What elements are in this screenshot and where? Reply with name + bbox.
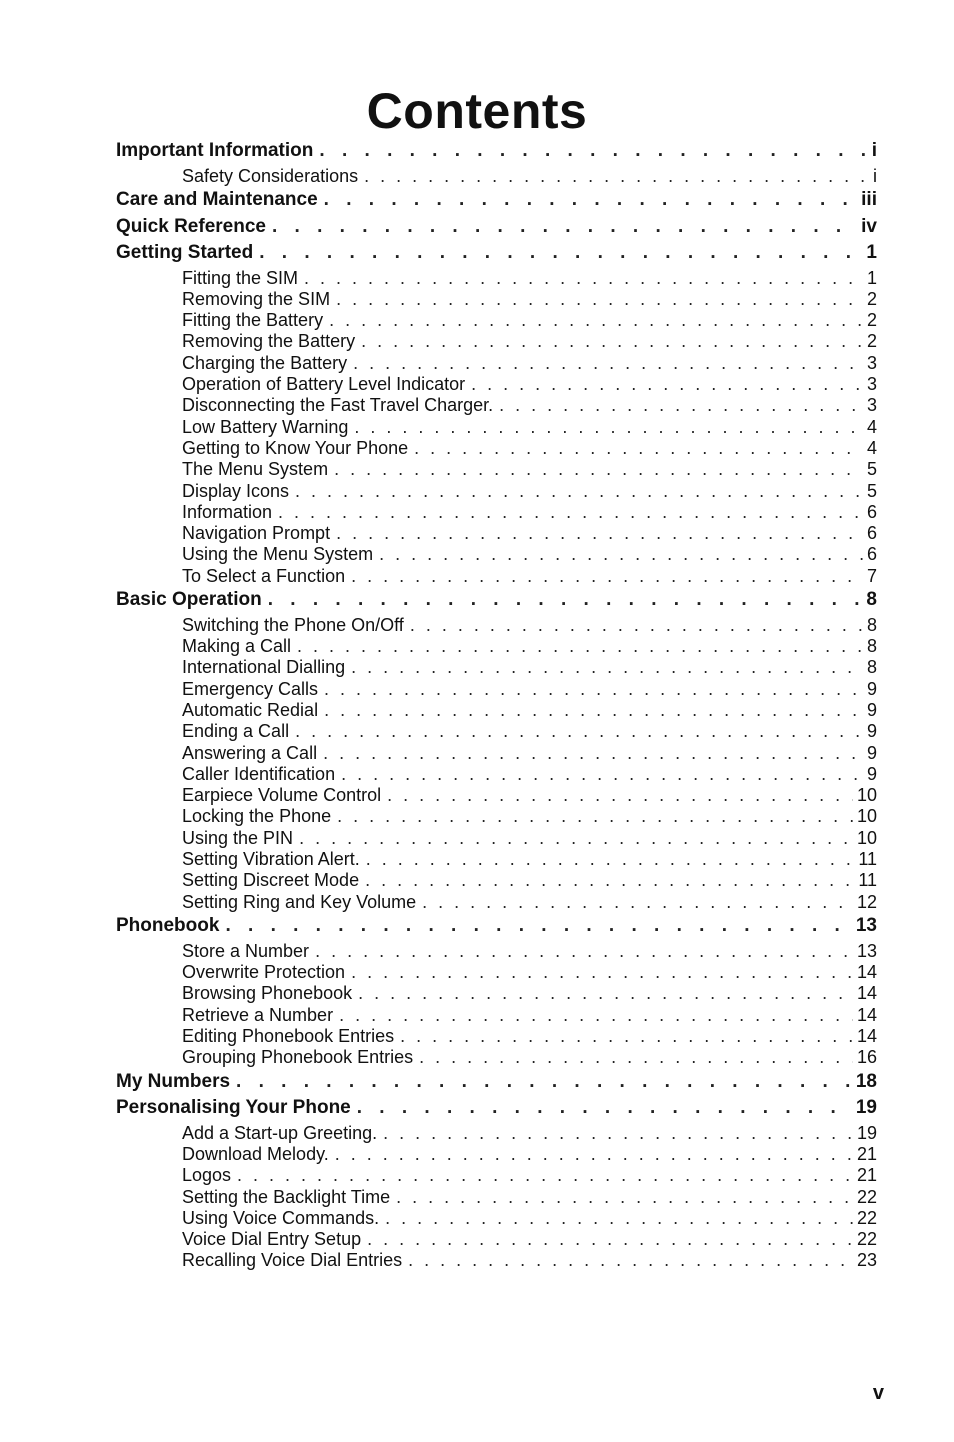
toc-leader-dots <box>335 1144 853 1164</box>
toc-leader-dots <box>410 615 863 635</box>
toc-entry-title: Charging the Battery <box>182 352 348 373</box>
toc-leader-dots <box>225 915 851 935</box>
toc-entry-page: 7 <box>866 565 877 586</box>
toc-section-entry[interactable] <box>182 849 877 869</box>
toc-entry-page: 10 <box>856 806 877 827</box>
toc-entry-page: 18 <box>855 1070 877 1091</box>
toc-section-entry[interactable] <box>182 289 877 309</box>
toc-section-entry[interactable] <box>182 417 877 437</box>
toc-leader-dots <box>353 353 863 373</box>
toc-leader-dots <box>339 1005 853 1025</box>
toc-section-entry[interactable] <box>182 395 877 415</box>
toc-entry-title: Information <box>182 501 273 522</box>
toc-section-entry[interactable] <box>182 806 877 826</box>
toc-leader-dots <box>351 657 863 677</box>
toc-section-entry[interactable] <box>182 828 877 848</box>
toc-entry-title: Grouping Phonebook Entries <box>182 1047 414 1068</box>
toc-section-entry[interactable] <box>182 481 877 501</box>
toc-section-entry[interactable] <box>182 1250 877 1270</box>
toc-leader-dots <box>364 166 869 186</box>
toc-entry-title: Navigation Prompt <box>182 523 331 544</box>
toc-entry-page: 4 <box>866 437 877 458</box>
toc-chapter-entry[interactable] <box>116 216 877 236</box>
toc-entry-title: Emergency Calls <box>182 678 319 699</box>
toc-entry-title: Add a Start-up Greeting. <box>182 1122 378 1143</box>
toc-leader-dots <box>414 438 863 458</box>
toc-chapter-entry[interactable] <box>116 589 877 609</box>
page-title: Contents <box>366 83 588 139</box>
toc-entry-page: 23 <box>856 1250 877 1271</box>
toc-entry-title: Locking the Phone <box>182 806 332 827</box>
toc-section-entry[interactable] <box>182 502 877 522</box>
toc-section-entry[interactable] <box>182 1229 877 1249</box>
toc-leader-dots <box>499 395 863 415</box>
toc-entry-page: 10 <box>856 785 877 806</box>
toc-leader-dots <box>357 1097 852 1117</box>
toc-entry-page: 4 <box>866 416 877 437</box>
toc-entry-page: 19 <box>855 1097 877 1118</box>
toc-leader-dots <box>278 502 863 522</box>
toc-chapter-entry[interactable] <box>116 140 877 160</box>
toc-leader-dots <box>361 331 863 351</box>
toc-section-entry[interactable] <box>182 983 877 1003</box>
toc-leader-dots <box>268 589 863 609</box>
toc-section-entry[interactable] <box>182 374 877 394</box>
toc-section-entry[interactable] <box>182 636 877 656</box>
toc-leader-dots <box>324 700 863 720</box>
toc-entry-page: 21 <box>856 1143 877 1164</box>
toc-entry-title: Disconnecting the Fast Travel Charger. <box>182 395 494 416</box>
toc-leader-dots <box>324 189 857 209</box>
toc-leader-dots <box>295 721 863 741</box>
toc-entry-title: Store a Number <box>182 940 310 961</box>
toc-entry-page: 3 <box>866 395 877 416</box>
toc-entry-page: i <box>873 165 877 186</box>
toc-entry-page: 9 <box>866 699 877 720</box>
toc-leader-dots <box>297 636 863 656</box>
toc-section-entry[interactable] <box>182 1165 877 1185</box>
toc-section-entry[interactable] <box>182 764 877 784</box>
toc-leader-dots <box>471 374 863 394</box>
toc-entry-title: Voice Dial Entry Setup <box>182 1229 362 1250</box>
toc-entry-page: 14 <box>856 961 877 982</box>
toc-entry-title: Logos <box>182 1165 232 1186</box>
toc-entry-title: Automatic Redial <box>182 699 319 720</box>
toc-chapter-entry[interactable] <box>116 1071 877 1091</box>
toc-section-entry[interactable] <box>182 331 877 351</box>
toc-section-entry[interactable] <box>182 1187 877 1207</box>
toc-entry-title: Setting Discreet Mode <box>182 870 360 891</box>
toc-leader-dots <box>358 983 853 1003</box>
toc-entry-title: International Dialling <box>182 657 346 678</box>
toc-leader-dots <box>323 743 863 763</box>
toc-leader-dots <box>299 828 853 848</box>
toc-leader-dots <box>336 523 863 543</box>
toc-section-entry[interactable] <box>182 743 877 763</box>
toc-section-entry[interactable] <box>182 870 877 890</box>
toc-leader-dots <box>334 459 863 479</box>
toc-leader-dots <box>351 962 853 982</box>
toc-leader-dots <box>385 1208 853 1228</box>
toc-leader-dots <box>304 268 863 288</box>
toc-entry-page: 2 <box>866 310 877 331</box>
toc-entry-page: 6 <box>866 523 877 544</box>
toc-entry-title: Answering a Call <box>182 742 318 763</box>
toc-section-entry[interactable] <box>182 438 877 458</box>
toc-leader-dots <box>259 242 862 262</box>
toc-entry-page: 13 <box>855 915 877 936</box>
toc-entry-title: Operation of Battery Level Indicator <box>182 374 466 394</box>
toc-section-entry[interactable] <box>182 1026 877 1046</box>
toc-leader-dots <box>354 417 863 437</box>
toc-leader-dots <box>365 870 854 890</box>
toc-section-entry[interactable] <box>182 657 877 677</box>
toc-entry-title: Setting the Backlight Time <box>182 1186 391 1207</box>
toc-entry-title: Setting Ring and Key Volume <box>182 891 417 912</box>
toc-entry-page: 14 <box>856 1025 877 1046</box>
toc-entry-page: 14 <box>856 983 877 1004</box>
toc-leader-dots <box>367 1229 853 1249</box>
toc-section-entry[interactable] <box>182 1208 877 1228</box>
toc-chapter-entry[interactable] <box>116 1097 877 1117</box>
toc-entry-page: 8 <box>866 614 877 635</box>
toc-section-entry[interactable] <box>182 785 877 805</box>
toc-leader-dots <box>400 1026 853 1046</box>
toc-section-entry[interactable] <box>182 523 877 543</box>
toc-entry-page: 1 <box>866 267 877 288</box>
toc-section-entry[interactable] <box>182 1005 877 1025</box>
toc-entry-page: 19 <box>856 1122 877 1143</box>
toc-entry-title: Fitting the Battery <box>182 310 324 331</box>
toc-leader-dots <box>419 1047 853 1067</box>
toc-entry-page: 16 <box>856 1047 877 1068</box>
toc-entry-page: 13 <box>856 940 877 961</box>
toc-entry-page: i <box>871 140 877 160</box>
toc-leader-dots <box>341 764 863 784</box>
toc-leader-dots <box>315 941 853 961</box>
toc-section-entry[interactable] <box>182 1123 877 1143</box>
toc-leader-dots <box>319 140 867 160</box>
toc-leader-dots <box>366 849 855 869</box>
toc-entry-page: 14 <box>856 1004 877 1025</box>
toc-entry-title: Display Icons <box>182 480 290 501</box>
toc-entry-page: 5 <box>866 480 877 501</box>
toc-leader-dots <box>422 892 853 912</box>
toc-section-entry[interactable] <box>182 353 877 373</box>
toc-entry-page: 22 <box>856 1207 877 1228</box>
toc-section-entry[interactable] <box>182 544 877 564</box>
toc-section-entry[interactable] <box>182 459 877 479</box>
toc-section-entry[interactable] <box>182 962 877 982</box>
toc-entry-page: 9 <box>866 721 877 742</box>
toc-leader-dots <box>324 679 863 699</box>
toc-entry-page: 22 <box>856 1229 877 1250</box>
toc-entry-title: Low Battery Warning <box>182 416 349 437</box>
toc-section-entry[interactable] <box>182 700 877 720</box>
toc-entry-title: Using the PIN <box>182 827 294 848</box>
toc-leader-dots <box>396 1187 853 1207</box>
toc-entry-title: Editing Phonebook Entries <box>182 1025 395 1046</box>
toc-entry-title: Removing the SIM <box>182 288 331 309</box>
toc-entry-title: Getting to Know Your Phone <box>182 437 409 458</box>
toc-entry-page: 9 <box>866 742 877 763</box>
toc-chapter-entry[interactable] <box>116 915 877 935</box>
toc-entry-title: Using Voice Commands. <box>182 1207 380 1228</box>
toc-entry-title: Download Melody. <box>182 1143 329 1164</box>
toc-section-entry[interactable] <box>182 566 877 586</box>
toc-entry-page: 12 <box>856 891 877 912</box>
toc-section-entry[interactable] <box>182 166 877 186</box>
toc-entry-title: To Select a Function <box>182 565 346 586</box>
toc-leader-dots <box>408 1250 853 1270</box>
toc-section-entry[interactable] <box>182 310 877 330</box>
toc-entry-title: The Menu System <box>182 459 329 480</box>
toc-leader-dots <box>387 785 853 805</box>
toc-section-entry[interactable] <box>182 721 877 741</box>
toc-entry-page: 22 <box>856 1186 877 1207</box>
toc-entry-page: 8 <box>866 657 877 678</box>
toc-entry-title: Removing the Battery <box>182 331 356 352</box>
toc-entry-title: Browsing Phonebook <box>182 983 353 1004</box>
toc-leader-dots <box>237 1165 853 1185</box>
toc-leader-dots <box>236 1071 852 1091</box>
toc-entry-page: 11 <box>858 849 877 869</box>
toc-entry-title: Setting Vibration Alert. <box>182 849 360 869</box>
toc-entry-title: Safety Considerations <box>182 165 359 186</box>
toc-entry-title: Basic Operation <box>116 589 262 610</box>
toc-section-entry[interactable] <box>182 679 877 699</box>
toc-leader-dots <box>329 310 863 330</box>
toc-leader-dots <box>272 216 857 236</box>
toc-entry-page: 9 <box>866 678 877 699</box>
toc-section-entry[interactable] <box>182 1047 877 1067</box>
toc-entry-title: Getting Started <box>116 242 254 262</box>
toc-entry-title: Phonebook <box>116 915 220 936</box>
toc-entry-page: 1 <box>866 242 877 262</box>
toc-entry-page: 2 <box>866 331 877 352</box>
toc-entry-page: 3 <box>866 374 877 394</box>
toc-chapter-entry[interactable] <box>116 189 877 209</box>
toc-entry-title: Overwrite Protection <box>182 961 346 982</box>
toc-entry-title: Switching the Phone On/Off <box>182 614 404 635</box>
toc-entry-title: Caller Identification <box>182 763 336 784</box>
page-number: v <box>872 1382 884 1404</box>
toc-entry-title: Using the Menu System <box>182 544 374 565</box>
toc-section-entry[interactable] <box>182 892 877 912</box>
toc-entry-page: 9 <box>866 763 877 784</box>
toc-leader-dots <box>351 566 863 586</box>
toc-leader-dots <box>337 806 853 826</box>
toc-entry-page: 8 <box>866 636 877 656</box>
toc-section-entry[interactable] <box>182 268 877 288</box>
toc-entry-title: Making a Call <box>182 636 292 656</box>
toc-leader-dots <box>295 481 863 501</box>
toc-entry-page: iii <box>861 189 877 209</box>
toc-entry-page: iv <box>861 215 877 236</box>
toc-entry-page: 5 <box>866 459 877 480</box>
toc-entry-page: 21 <box>856 1165 877 1186</box>
toc-section-entry[interactable] <box>182 1144 877 1164</box>
toc-leader-dots <box>379 544 863 564</box>
toc-entry-page: 6 <box>866 544 877 565</box>
toc-leader-dots <box>383 1123 853 1143</box>
toc-entry-title: Ending a Call <box>182 721 290 742</box>
toc-entry-title: Fitting the SIM <box>182 267 299 288</box>
toc-entry-page: 11 <box>858 870 877 891</box>
toc-entry-title: Care and Maintenance <box>116 189 318 209</box>
toc-entry-title: Important Information <box>116 140 314 160</box>
toc-entry-title: Retrieve a Number <box>182 1004 334 1025</box>
toc-section-entry[interactable] <box>182 615 877 635</box>
toc-entry-page: 2 <box>866 288 877 309</box>
toc-entry-title: Earpiece Volume Control <box>182 785 382 806</box>
toc-entry-page: 6 <box>866 501 877 522</box>
toc-chapter-entry[interactable] <box>116 242 877 262</box>
toc-entry-page: 8 <box>866 589 877 610</box>
toc-entry-page: 3 <box>866 352 877 373</box>
toc-entry-title: Personalising Your Phone <box>116 1097 351 1118</box>
toc-entry-title: My Numbers <box>116 1070 231 1091</box>
toc-entry-title: Recalling Voice Dial Entries <box>182 1250 403 1271</box>
toc-entry-page: 10 <box>856 827 877 848</box>
toc-section-entry[interactable] <box>182 941 877 961</box>
toc-entry-title: Quick Reference <box>116 215 266 236</box>
toc-leader-dots <box>336 289 863 309</box>
